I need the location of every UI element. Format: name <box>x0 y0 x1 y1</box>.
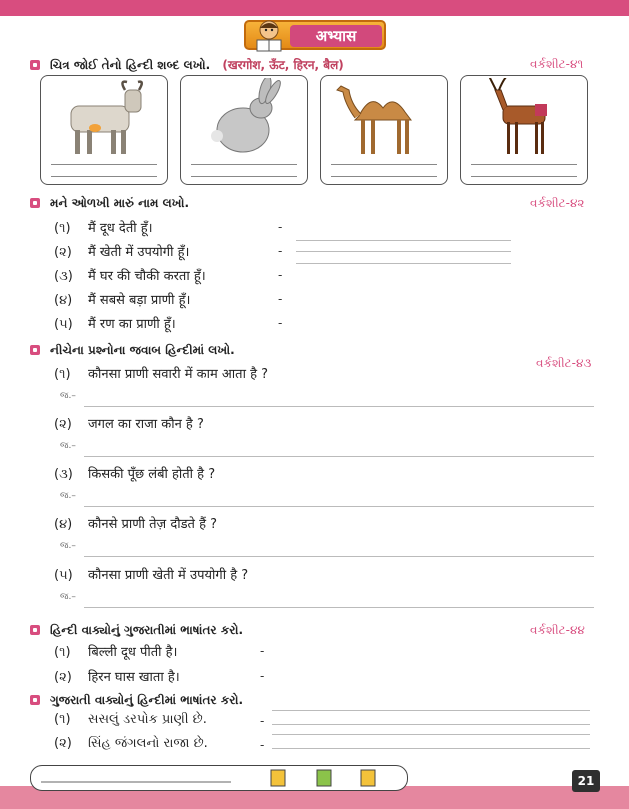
camel-picture-box <box>320 75 448 185</box>
deer-picture-box <box>460 75 588 185</box>
rabbit-icon <box>181 78 305 158</box>
answer-line[interactable] <box>272 710 590 711</box>
bullet-icon <box>30 345 40 355</box>
question-3: (૩) किसकी पूँछ लंबी होती है ? <box>54 467 216 482</box>
translate-dash: - <box>260 669 265 683</box>
reading-boy-icon <box>250 18 288 52</box>
question-4: (૪) कौनसे प्राणी तेज़ दौडते हैं ? <box>54 517 218 532</box>
worksheet-44: વર્કશીટ-૪૪ <box>530 623 585 637</box>
bullet-icon <box>30 60 40 70</box>
translate-dash: - <box>260 714 265 728</box>
question-2: (૨) जगल का राजा कौन है ? <box>54 417 204 432</box>
section-2-heading: મને ઓળખી મારું નામ લખો. <box>30 196 189 211</box>
section-3-heading: નીચેના પ્રશ્નોના જવાબ હિન્દીમાં લખો. <box>30 343 235 358</box>
riddle-3: (૩) मैं घर की चौकी करता हूँ। <box>54 269 206 284</box>
answer-line[interactable] <box>272 748 590 749</box>
bullet-icon <box>30 625 40 635</box>
section-4-heading: હિન્દી વાક્યોનું ગુજરાતીમાં ભાષાંતર કરો. <box>30 623 243 638</box>
top-banner <box>0 0 629 16</box>
riddle-4: (૪) मैं सबसे बड़ा प्राणी हूँ। <box>54 293 191 308</box>
answer-line[interactable] <box>296 240 511 241</box>
answer-label: જ.– <box>60 441 76 451</box>
page-number: 21 <box>572 770 600 792</box>
riddle-4-dash: - <box>278 292 283 306</box>
pencil-decoration-icon <box>31 766 405 790</box>
worksheet-42: વર્કશીટ-૪૨ <box>530 196 585 210</box>
riddle-5: (૫) मैं रण का प्राणी हूँ। <box>54 317 176 332</box>
title-badge <box>244 20 386 50</box>
ox-icon <box>41 78 165 158</box>
translate-dash: - <box>260 644 265 658</box>
answer-label: જ.– <box>60 491 76 501</box>
answer-label: જ.– <box>60 391 76 401</box>
section-1-heading: ચિત્ર જોઈ તેનો હિન્દી શબ્દ લખો. (खरगोश, ऊँट, हिरन, बैल) <box>30 56 344 73</box>
answer-line[interactable] <box>296 263 511 264</box>
rabbit-picture-box <box>180 75 308 185</box>
translate-dash: - <box>260 738 265 752</box>
answer-line[interactable] <box>272 734 590 735</box>
answer-label: જ.– <box>60 541 76 551</box>
riddle-1-dash: - <box>278 220 283 234</box>
answer-line[interactable] <box>296 251 511 252</box>
page-title: अभ्यास <box>290 25 382 47</box>
deer-icon <box>461 78 585 158</box>
ox-picture-box <box>40 75 168 185</box>
riddle-2: (૨) मैं खेती में उपयोगी हूँ। <box>54 245 190 260</box>
word-hint: (खरगोश, ऊँट, हिरन, बैल) <box>222 58 344 72</box>
bullet-icon <box>30 198 40 208</box>
gujarati-sentence-1: (૧) સસલું ડરપોક પ્રાણી છે. <box>54 712 207 727</box>
bullet-icon <box>30 695 40 705</box>
worksheet-43: વર્કશીટ-૪૩ <box>536 356 592 370</box>
riddle-3-dash: - <box>278 268 283 282</box>
answer-label: જ.– <box>60 592 76 602</box>
section-5-heading: ગુજરાતી વાક્યોનું હિન્દીમાં ભાષાંતર કરો. <box>30 693 243 708</box>
answer-line[interactable] <box>84 406 594 407</box>
answer-line[interactable] <box>84 556 594 557</box>
answer-line[interactable] <box>272 724 590 725</box>
riddle-2-dash: - <box>278 244 283 258</box>
hindi-sentence-2: (૨) हिरन घास खाता है। <box>54 670 180 685</box>
camel-icon <box>321 78 445 158</box>
footer-box <box>30 765 408 791</box>
question-1: (૧) कौनसा प्राणी सवारी में काम आता है ? <box>54 367 269 382</box>
answer-line[interactable] <box>84 456 594 457</box>
answer-line[interactable] <box>84 607 594 608</box>
gujarati-sentence-2: (૨) સિંહ જંગલનો રાજા છે. <box>54 736 208 751</box>
worksheet-41: વર્કશીટ-૪૧ <box>530 57 584 71</box>
answer-line[interactable] <box>84 506 594 507</box>
riddle-1: (૧) मैं दूध देती हूँ। <box>54 221 153 236</box>
question-5: (૫) कौनसा प्राणी खेती में उपयोगी है ? <box>54 568 249 583</box>
riddle-5-dash: - <box>278 316 283 330</box>
hindi-sentence-1: (૧) बिल्ली दूध पीती है। <box>54 645 178 660</box>
